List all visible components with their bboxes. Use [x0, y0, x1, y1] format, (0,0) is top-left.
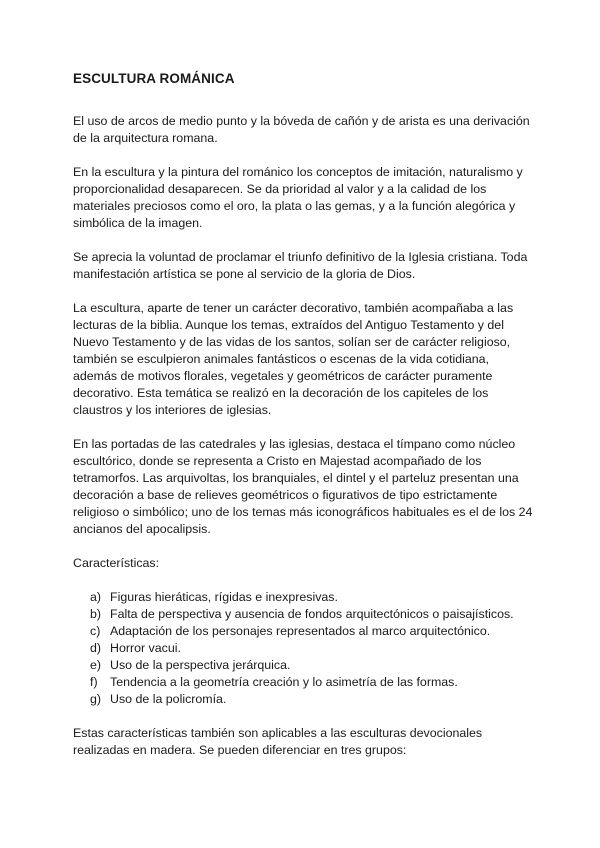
paragraph-portadas: En las portadas de las catedrales y las iglesias, destaca el tímpano como núcleo escultórico, donde se representa a Cristo en Majestad acompañado de los tetramorfos. Las arquivoltas, los branquiales, el dintel y el parteluz presentan una decoración a base de relieves geométricos o figurativos de tipo estrictamente religioso o simbólico; uno de los temas más iconográficos habituales es el de los 24 ancianos del apocalipsis.: [73, 437, 533, 536]
list-item: [90, 606, 533, 623]
characteristics-list: [73, 589, 533, 708]
list-marker: e): [90, 658, 102, 672]
list-item-text: Uso de la policromía.: [110, 692, 227, 706]
list-item-text: Horror vacui.: [110, 641, 181, 655]
list-item: [90, 674, 533, 691]
list-item: [90, 640, 533, 657]
list-marker: d): [90, 641, 102, 655]
paragraph-pintura: En la escultura y la pintura del románico los conceptos de imitación, naturalismo y proporcionalidad desaparecen. Se da prioridad al valor y a la calidad de los materiales preciosos como el oro, la plata o las gemas, y a la función alegórica y simbólica de la imagen.: [73, 165, 523, 230]
list-item: [90, 657, 533, 674]
paragraph-arcos: El uso de arcos de medio punto y la bóveda de cañón y de arista es una derivación de la arquitectura romana.: [73, 114, 530, 145]
paragraph-escultura: La escultura, aparte de tener un carácter decorativo, también acompañaba a las lecturas de la biblia. Aunque los temas, extraídos del Antiguo Testamento y del Nuevo Testamento y de las vidas de los santos, solían ser de carácter religioso, también se esculpieron animales fantásticos o escenas de la vida cotidiana, además de motivos florales, vegetales y geométricos de carácter puramente decorativo. Esta temática se realizó en la decoración de los capiteles de los claustros y los interiores de iglesias.: [73, 301, 514, 417]
list-marker: f): [90, 675, 98, 689]
characteristics-heading: Características:: [73, 556, 160, 570]
list-item-text: Uso de la perspectiva jerárquica.: [110, 658, 291, 672]
list-item: [90, 691, 533, 708]
list-item: [90, 589, 533, 606]
list-marker: a): [90, 590, 102, 604]
paragraph-iglesia: Se aprecia la voluntad de proclamar el triunfo definitivo de la Iglesia cristiana. Toda manifestación artística se pone al servicio de la gloria de Dios.: [73, 250, 528, 281]
document-page: [73, 70, 533, 776]
list-marker: g): [90, 692, 102, 706]
list-item-text: Falta de perspectiva y ausencia de fondos arquitectónicos o paisajísticos.: [110, 607, 514, 621]
list-item: [90, 623, 533, 640]
closing-paragraph: Estas características también son aplicables a las esculturas devocionales realizadas en madera. Se pueden diferenciar en tres grupos:: [73, 726, 483, 757]
list-marker: b): [90, 607, 102, 621]
list-item-text: Tendencia a la geometría creación y lo asimetría de las formas.: [110, 675, 458, 689]
list-item-text: Adaptación de los personajes representados al marco arquitectónico.: [110, 624, 491, 638]
list-item-text: Figuras hieráticas, rígidas e inexpresivas.: [110, 590, 338, 604]
list-marker: c): [90, 624, 101, 638]
document-title: ESCULTURA ROMÁNICA: [73, 71, 235, 86]
